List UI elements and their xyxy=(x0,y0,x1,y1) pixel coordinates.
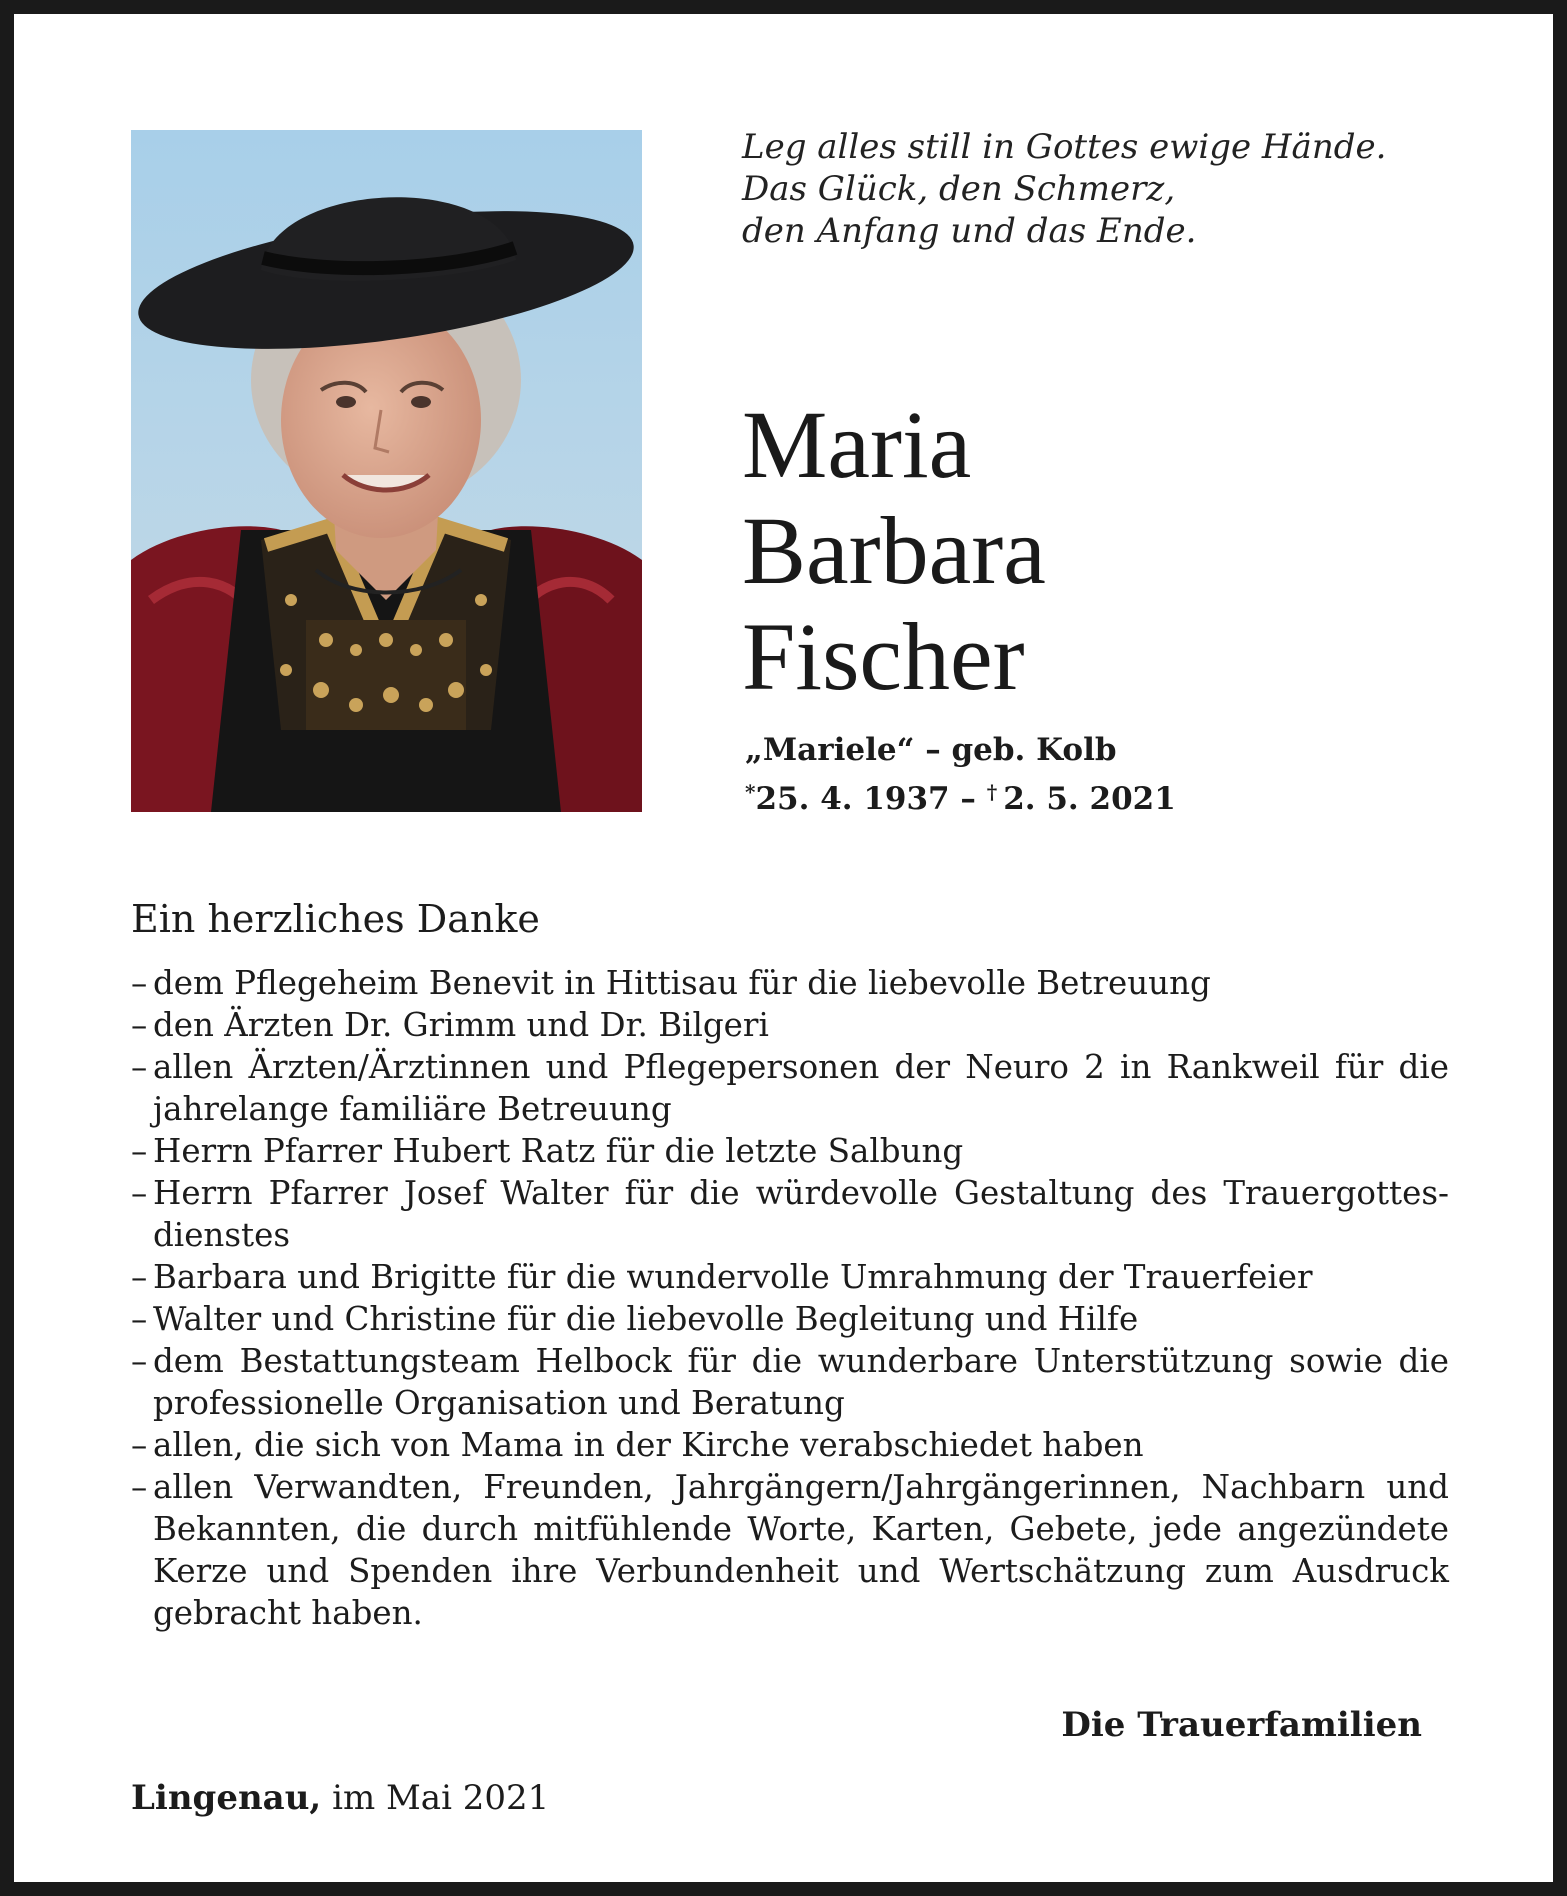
signoff: Die Trauerfamilien xyxy=(1061,1705,1422,1745)
thanks-item-text: Walter und Christine für die liebevolle Begleitung und Hilfe xyxy=(153,1300,1139,1338)
list-item xyxy=(131,1172,1449,1256)
list-item xyxy=(131,962,1449,1004)
dash-bullet: – xyxy=(131,1048,148,1086)
list-item xyxy=(131,1424,1449,1466)
thanks-item-text: Barbara und Brigitte für die wundervolle Umrahmung der Trauerfeier xyxy=(153,1258,1313,1296)
dash-bullet: – xyxy=(131,1468,148,1506)
portrait-photo xyxy=(131,130,642,812)
dash-bullet: – xyxy=(131,1132,148,1170)
first-name: Maria xyxy=(742,391,972,498)
thanks-item-text: allen, die sich von Mama in der Kirche verabschiedet haben xyxy=(153,1426,1144,1464)
thanks-item-text: dem Bestattungsteam Helbock für die wunderbare Unterstützung sowie die professionelle Organisation und Beratung xyxy=(153,1342,1449,1422)
thanks-item-text: allen Ärzten/Ärztinnen und Pflegepersonen der Neuro 2 in Rankweil für die jahrelange familiäre Betreuung xyxy=(153,1048,1449,1128)
nickname-maiden-name: „Mariele“ – geb. Kolb xyxy=(745,732,1117,768)
dash-bullet: – xyxy=(131,1174,148,1212)
date: im Mai 2021 xyxy=(321,1778,550,1818)
deceased-name xyxy=(742,392,1046,710)
dash-bullet: – xyxy=(131,964,148,1002)
thanks-item-text: Herrn Pfarrer Hubert Ratz für die letzte Salbung xyxy=(153,1132,964,1170)
list-item xyxy=(131,1130,1449,1172)
dash-bullet: – xyxy=(131,1258,148,1296)
middle-name: Barbara xyxy=(742,497,1046,604)
thanks-item-text: den Ärzten Dr. Grimm und Dr. Bilgeri xyxy=(153,1006,769,1044)
list-item xyxy=(131,1004,1449,1046)
death-date: 2. 5. 2021 xyxy=(1003,781,1176,817)
thanks-item-text: dem Pflegeheim Benevit in Hittisau für die liebevolle Betreuung xyxy=(153,964,1211,1002)
thanks-list xyxy=(131,962,1449,1634)
list-item xyxy=(131,1340,1449,1424)
place-and-date xyxy=(131,1777,549,1819)
obituary-card xyxy=(14,14,1553,1882)
birth-date: 25. 4. 1937 xyxy=(755,781,950,817)
poem-line: Das Glück, den Schmerz, xyxy=(742,169,1176,209)
dash-bullet: – xyxy=(131,1300,148,1338)
birth-symbol: * xyxy=(745,780,756,804)
dash-bullet: – xyxy=(131,1006,148,1044)
dash-bullet: – xyxy=(131,1426,148,1464)
poem xyxy=(742,126,1386,252)
portrait-image xyxy=(131,130,642,812)
dash-bullet: – xyxy=(131,1342,148,1380)
list-item xyxy=(131,1466,1449,1634)
list-item xyxy=(131,1298,1449,1340)
thanks-item-text: allen Verwandten, Freunden, Jahrgängern/Jahrgängerinnen, Nachbarn und Bekannten, die durch mitfühlende Worte, Karten, Gebete, jede angezündete Kerze und Spenden ihre Verbundenheit und Wertschätzung zum Ausdruck gebracht haben. xyxy=(153,1468,1449,1632)
date-separator: – xyxy=(949,781,987,817)
life-dates xyxy=(745,772,1176,819)
town: Lingenau, xyxy=(131,1778,322,1818)
death-symbol: † xyxy=(986,780,998,804)
list-item xyxy=(131,1256,1449,1298)
last-name: Fischer xyxy=(742,603,1025,710)
poem-line: den Anfang und das Ende. xyxy=(742,211,1197,251)
poem-line: Leg alles still in Gottes ewige Hände. xyxy=(742,127,1387,167)
thanks-item-text: Herrn Pfarrer Josef Walter für die würdevolle Gestaltung des Trauergottesdienstes xyxy=(153,1174,1449,1254)
list-item xyxy=(131,1046,1449,1130)
thanks-heading: Ein herzliches Danke xyxy=(131,897,540,941)
